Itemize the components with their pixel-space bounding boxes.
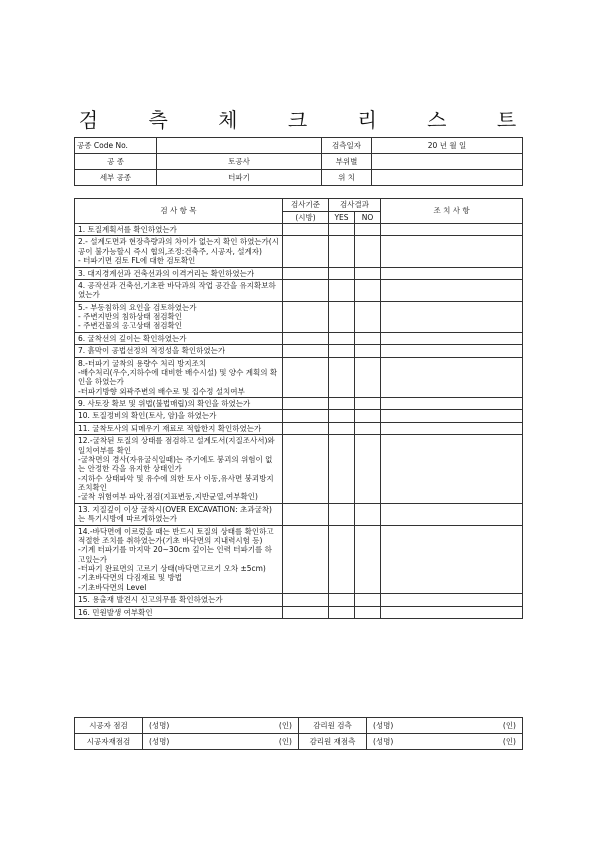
action-cell[interactable] [381, 503, 523, 525]
yes-cell[interactable] [329, 410, 355, 422]
action-cell[interactable] [381, 332, 523, 344]
checklist-item-text: 9. 사토장 확보 및 위법(불법매립)의 확인을 하였는가 [75, 398, 283, 410]
action-cell[interactable] [381, 422, 523, 434]
checklist-row [75, 594, 523, 606]
checklist-item-text: 15. 용출재 발견시 신고의무를 확인하였는가 [75, 594, 283, 606]
standard-cell[interactable] [283, 267, 329, 279]
standard-cell[interactable] [283, 345, 329, 357]
date-value[interactable]: 20 년 월 일 [372, 138, 523, 154]
checklist-item-text: 10. 토질정비의 확인(토사, 암)을 하였는가 [75, 410, 283, 422]
standard-cell[interactable] [283, 332, 329, 344]
code-label: 공종 Code No. [75, 138, 157, 154]
checklist-item-text: 13. 지질깊이 이상 굴착시(OVER EXCAVATION: 초과굴착)는 특기시방에 따르게하였는가 [75, 503, 283, 525]
yes-cell[interactable] [329, 435, 355, 504]
no-cell[interactable] [355, 525, 381, 594]
checklist-row [75, 345, 523, 357]
checklist-row [75, 606, 523, 618]
standard-cell[interactable] [283, 398, 329, 410]
checklist-item-text: 14.-바닥면에 이르렀을 때는 반드시 토질의 상태를 확인하고 적절한 조치를 취하였는가(기초 바닥면의 지내력시험 등) -기계 터파기를 마지막 20~30cm 깊이는 인력 터파기를 하고있는가 -터파기 완료면의 고르기 상태(바닥면고르기 오차 ±5cm) -기초바닥면의 다짐재료 및 방법 -기초바닥면의 Level [75, 525, 283, 594]
checklist-item-text: 4. 공작선과 건축선,기초판 바닥과의 작업 공간을 유지확보하였는가 [75, 279, 283, 301]
no-cell[interactable] [355, 345, 381, 357]
action-cell[interactable] [381, 301, 523, 332]
action-cell[interactable] [381, 594, 523, 606]
yes-cell[interactable] [329, 594, 355, 606]
standard-cell[interactable] [283, 224, 329, 236]
yes-cell[interactable] [329, 224, 355, 236]
row2-right-sign[interactable] [367, 734, 523, 750]
standard-cell[interactable] [283, 357, 329, 398]
yes-cell[interactable] [329, 301, 355, 332]
checklist-row [75, 410, 523, 422]
detail-value: 터파기 [157, 170, 322, 186]
work-label: 공 종 [75, 154, 157, 170]
checklist-item-text: 12.-굴착된 토질의 상태를 점검하고 설계도서(지질조사서)와 일치여부를 확인 -굴착면의 경사(자유굴식일때)는 주기에도 붕괴의 위험이 없는 안정한 각을 유지한 상태인가 -지하수 상태파악 및 유수에 의한 토사 이동,유사면 붕괴방지 조치확인 -굴착 위험여부 파악,점검(지표변동,지반균열,여부확인) [75, 435, 283, 504]
standard-cell[interactable] [283, 606, 329, 618]
yes-cell[interactable] [329, 279, 355, 301]
row1-right-label: 감리원 검측 [299, 718, 367, 734]
standard-cell[interactable] [283, 503, 329, 525]
detail-label: 세부 공종 [75, 170, 157, 186]
standard-cell[interactable] [283, 525, 329, 594]
action-cell[interactable] [381, 267, 523, 279]
checklist-item-text: 5.- 부동침하의 요인을 검토하였는가 - 주변지반의 침하상태 점검확인 - 주변건물의 옹고상태 점검확인 [75, 301, 283, 332]
action-cell[interactable] [381, 410, 523, 422]
standard-cell[interactable] [283, 236, 329, 267]
checklist-table [74, 198, 523, 619]
standard-cell[interactable] [283, 279, 329, 301]
no-cell[interactable] [355, 279, 381, 301]
no-cell[interactable] [355, 357, 381, 398]
work-value: 토공사 [157, 154, 322, 170]
action-cell[interactable] [381, 525, 523, 594]
yes-cell[interactable] [329, 398, 355, 410]
col-yes-header: YES [329, 212, 355, 224]
row2-left-sign[interactable] [143, 734, 299, 750]
checklist-row [75, 279, 523, 301]
checklist-item-text: 1. 토질계획서를 확인하였는가 [75, 224, 283, 236]
action-cell[interactable] [381, 398, 523, 410]
no-cell[interactable] [355, 224, 381, 236]
col-action-header: 조 치 사 항 [381, 199, 523, 224]
no-cell[interactable] [355, 332, 381, 344]
action-cell[interactable] [381, 345, 523, 357]
no-cell[interactable] [355, 594, 381, 606]
yes-cell[interactable] [329, 236, 355, 267]
row1-right-sign[interactable] [367, 718, 523, 734]
col-no-header: NO [355, 212, 381, 224]
action-cell[interactable] [381, 224, 523, 236]
checklist-item-text: 8.-터파기 굴착의 용량수 처리 방지조치 -배수처리(우수,지하수에 대비한 배수시설) 및 양수 계획의 확인을 하였는가 -터파기방향 외곽주변의 배수로 및 집수정 설치여부 [75, 357, 283, 398]
yes-cell[interactable] [329, 422, 355, 434]
no-cell[interactable] [355, 301, 381, 332]
action-cell[interactable] [381, 236, 523, 267]
checklist-row [75, 267, 523, 279]
standard-cell[interactable] [283, 594, 329, 606]
checklist-row [75, 301, 523, 332]
seal-text: (인) [502, 720, 516, 730]
action-cell[interactable] [381, 606, 523, 618]
spot-label: 부위별 [322, 154, 372, 170]
checklist-row [75, 503, 523, 525]
standard-cell[interactable] [283, 435, 329, 504]
location-value[interactable] [372, 170, 523, 186]
no-cell[interactable] [355, 398, 381, 410]
page-title: 검 측 체 크 리 스 트 [78, 108, 539, 132]
location-label: 위 치 [322, 170, 372, 186]
checklist-row [75, 435, 523, 504]
row2-right-label: 감리원 재점측 [299, 734, 367, 750]
checklist-row [75, 525, 523, 594]
no-cell[interactable] [355, 422, 381, 434]
action-cell[interactable] [381, 279, 523, 301]
checklist-item-text: 16. 민원발생 여부확인 [75, 606, 283, 618]
standard-cell[interactable] [283, 410, 329, 422]
seal-text: (인) [278, 736, 292, 746]
yes-cell[interactable] [329, 267, 355, 279]
no-cell[interactable] [355, 503, 381, 525]
yes-cell[interactable] [329, 503, 355, 525]
checklist-item-text: 2.- 설계도면과 현장측량과의 차이가 없는지 확인 하였는가(시공이 불가능할시 즉시 협의,조정:건축주, 시공자, 설계자) - 터파기면 검토 FL에 대한 검토확인 [75, 236, 283, 267]
name-text: (성명) [149, 720, 170, 730]
yes-cell[interactable] [329, 525, 355, 594]
col-standard-header: 검사기준 [283, 199, 329, 212]
col-item-header: 검 사 항 목 [75, 199, 283, 224]
name-text: (성명) [149, 736, 170, 746]
standard-cell[interactable] [283, 301, 329, 332]
no-cell[interactable] [355, 606, 381, 618]
code-value[interactable] [157, 138, 322, 154]
signature-table [74, 717, 523, 750]
name-text: (성명) [373, 720, 394, 730]
standard-cell[interactable] [283, 422, 329, 434]
seal-text: (인) [502, 736, 516, 746]
col-result-header: 검사결과 [329, 199, 381, 212]
checklist-row [75, 332, 523, 344]
no-cell[interactable] [355, 410, 381, 422]
checklist-row [75, 422, 523, 434]
yes-cell[interactable] [329, 345, 355, 357]
spot-value[interactable] [372, 154, 523, 170]
action-cell[interactable] [381, 357, 523, 398]
checklist-body [75, 224, 523, 619]
name-text: (성명) [373, 736, 394, 746]
checklist-row [75, 357, 523, 398]
checklist-item-text: 7. 흙막이 공법선정의 적정성을 확인하였는가 [75, 345, 283, 357]
yes-cell[interactable] [329, 606, 355, 618]
date-label: 검측일자 [322, 138, 372, 154]
no-cell[interactable] [355, 236, 381, 267]
checklist-item-text: 6. 굴착선의 깊이는 확인하였는가 [75, 332, 283, 344]
row1-left-sign[interactable] [143, 718, 299, 734]
checklist-row [75, 398, 523, 410]
checklist-row [75, 224, 523, 236]
row2-left-label: 시공자재점검 [75, 734, 143, 750]
checklist-item-text: 11. 굴착토사의 되메우기 재료로 적합한지 확인하였는가 [75, 422, 283, 434]
yes-cell[interactable] [329, 357, 355, 398]
seal-text: (인) [278, 720, 292, 730]
row1-left-label: 시공자 점검 [75, 718, 143, 734]
yes-cell[interactable] [329, 332, 355, 344]
no-cell[interactable] [355, 435, 381, 504]
header-table [74, 137, 523, 186]
checklist-row [75, 236, 523, 267]
no-cell[interactable] [355, 267, 381, 279]
action-cell[interactable] [381, 435, 523, 504]
col-standard-sub: (시방) [283, 212, 329, 224]
checklist-item-text: 3. 대지경계선과 건축선과의 이격거리는 확인하였는가 [75, 267, 283, 279]
